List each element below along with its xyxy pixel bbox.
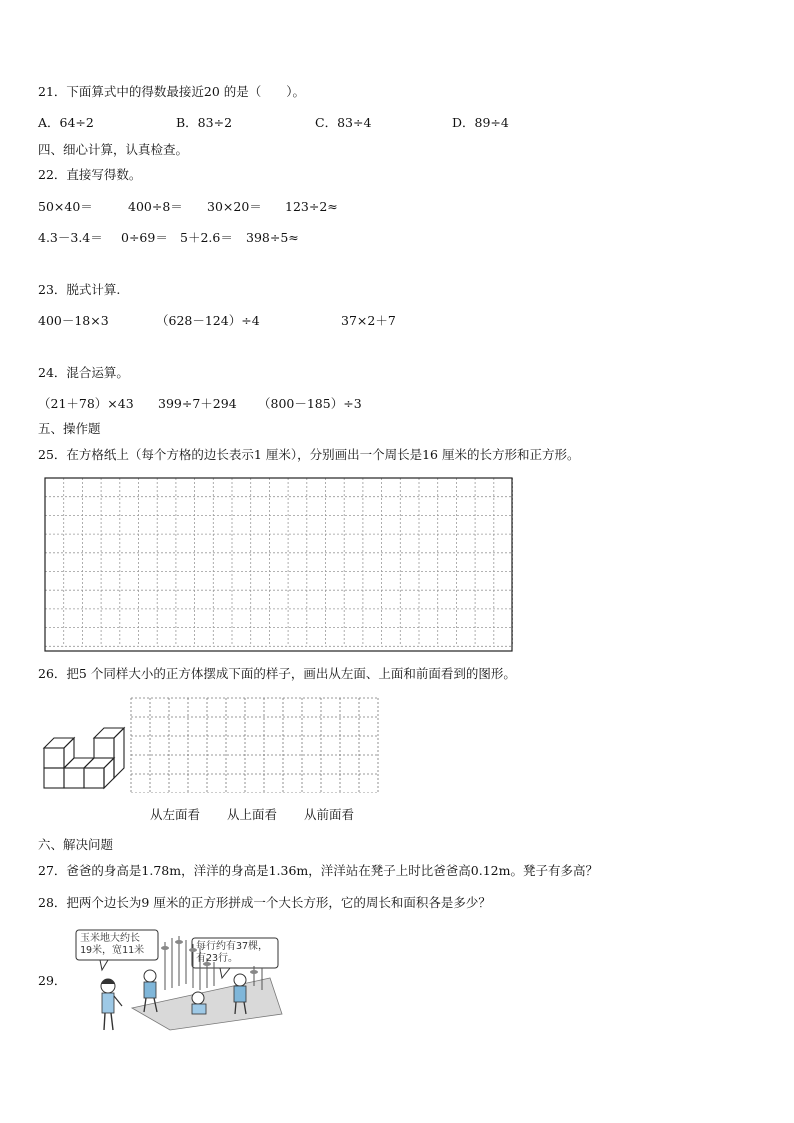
q24-item: 399÷7＋294 (158, 396, 237, 411)
q24-item: （21＋78）×43 (38, 396, 134, 411)
q22-item: 4.3－3.4＝ (38, 230, 103, 245)
q22-item: 30×20＝ (207, 199, 262, 214)
q26-view-labels (150, 807, 390, 823)
q25-grid-paper[interactable] (44, 477, 514, 653)
q22-item: 0÷69＝ (121, 230, 168, 245)
q26-view-label-top: 从上面看 (227, 807, 278, 822)
q21-option-c[interactable]: C．83÷4 (315, 115, 372, 130)
q23-item: 400－18×3 (38, 313, 109, 328)
q26-view-label-left: 从左面看 (150, 807, 201, 822)
q23-items (38, 313, 438, 329)
q22-stem: 22．直接写得数。 (38, 167, 142, 182)
q21-option-a[interactable]: A．64÷2 (38, 115, 94, 130)
q22-row-2 (38, 230, 438, 246)
q26-cube-figure (40, 712, 128, 798)
q22-row-1 (38, 199, 438, 215)
q24-item: （800－185）÷3 (258, 396, 362, 411)
section-4-heading: 四、细心计算，认真检查。 (38, 142, 189, 157)
q21-option-b[interactable]: B．83÷2 (176, 115, 233, 130)
q21-options (38, 115, 598, 131)
q24-stem: 24．混合运算。 (38, 365, 129, 380)
q24-items (38, 396, 438, 412)
q29-number: 29． (38, 973, 67, 988)
q23-stem: 23．脱式计算. (38, 282, 121, 297)
q22-item: 5＋2.6＝ (180, 230, 233, 245)
q23-item: （628－124）÷4 (156, 313, 260, 328)
q21-stem: 21．下面算式中的得数最接近20 的是（ ）。 (38, 84, 306, 99)
q25-stem: 25．在方格纸上（每个方格的边长表示1 厘米），分别画出一个周长是16 厘米的长方形和正方形。 (38, 447, 580, 462)
section-6-heading: 六、解决问题 (38, 837, 114, 852)
q22-item: 398÷5≈ (246, 230, 299, 245)
q26-stem: 26．把5 个同样大小的正方体摆成下面的样子，画出从左面、上面和前面看到的图形。 (38, 666, 516, 681)
q26-view-label-front: 从前面看 (304, 807, 355, 822)
q21-option-d[interactable]: D．89÷4 (452, 115, 509, 130)
q29-speech-bubble-left: 玉米地大约长 19米，宽11米 (80, 933, 145, 956)
q29-speech-bubble-right: 每行约有37棵， 有23行。 (196, 941, 269, 964)
q22-item: 50×40＝ (38, 199, 93, 214)
q27-stem: 27．爸爸的身高是1.78m，洋洋的身高是1.36m，洋洋站在凳子上时比爸爸高0.12m。凳子有多高？ (38, 863, 598, 878)
q22-item: 400÷8＝ (128, 199, 183, 214)
section-5-heading: 五、操作题 (38, 421, 101, 436)
q23-item: 37×2＋7 (341, 313, 396, 328)
q28-stem: 28．把两个边长为9 厘米的正方形拼成一个大长方形，它的周长和面积各是多少？ (38, 895, 491, 910)
q26-grid-paper[interactable] (130, 697, 380, 793)
q22-item: 123÷2≈ (285, 199, 338, 214)
